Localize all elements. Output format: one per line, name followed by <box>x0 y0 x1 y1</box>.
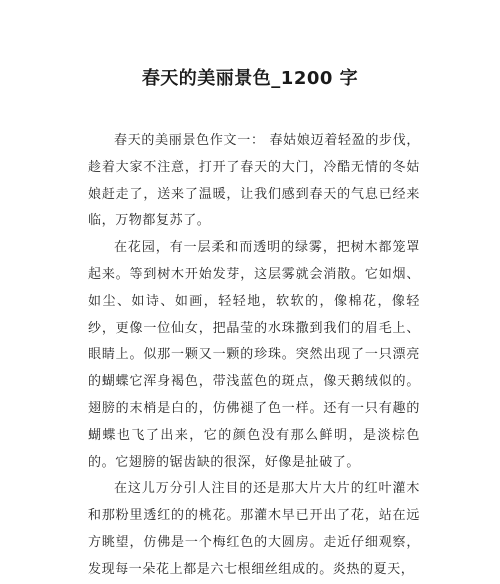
document-body <box>88 128 420 584</box>
paragraph-1: 春天的美丽景色作文一： 春姑娘迈着轻盈的步伐，趁着大家不注意，打开了春天的大门，冷酷无情的冬姑娘赶走了，送来了温暖，让我们感到春天的气息已经来临，万物都复苏了。 <box>88 133 420 229</box>
paragraph-2: 在花园，有一层柔和而透明的绿雾，把树木都笼罩起来。等到树木开始发芽，这层雾就会消散。它如烟、如尘、如诗、如画，轻轻地，软软的，像棉花，像轻纱，更像一位仙女，把晶莹的水珠撒到我们的眉毛上、眼睛上。似那一颗又一颗的珍珠。突然出现了一只漂亮的蝴蝶它浑身褐色，带浅蓝色的斑点，像天鹅绒似的。翅膀的末梢是白的，仿佛褪了色一样。还有一只有趣的蝴蝶也飞了出来，它的颜色没有那么鲜明，是淡棕色的。它翅膀的锯齿缺的很深，好像是扯破了。 <box>88 240 420 470</box>
document-title: 春天的美丽景色_1200 字 <box>141 68 359 89</box>
paragraph-3: 在这儿万分引人注目的还是那大片大片的红叶灌木和那粉里透红的的桃花。那灌木早已开出了花，站在远方眺望，仿佛是一个梅红色的大圆房。走近仔细观察，发现每一朵花上都是六七根细丝组成的。炎热的夏天， <box>88 481 420 577</box>
